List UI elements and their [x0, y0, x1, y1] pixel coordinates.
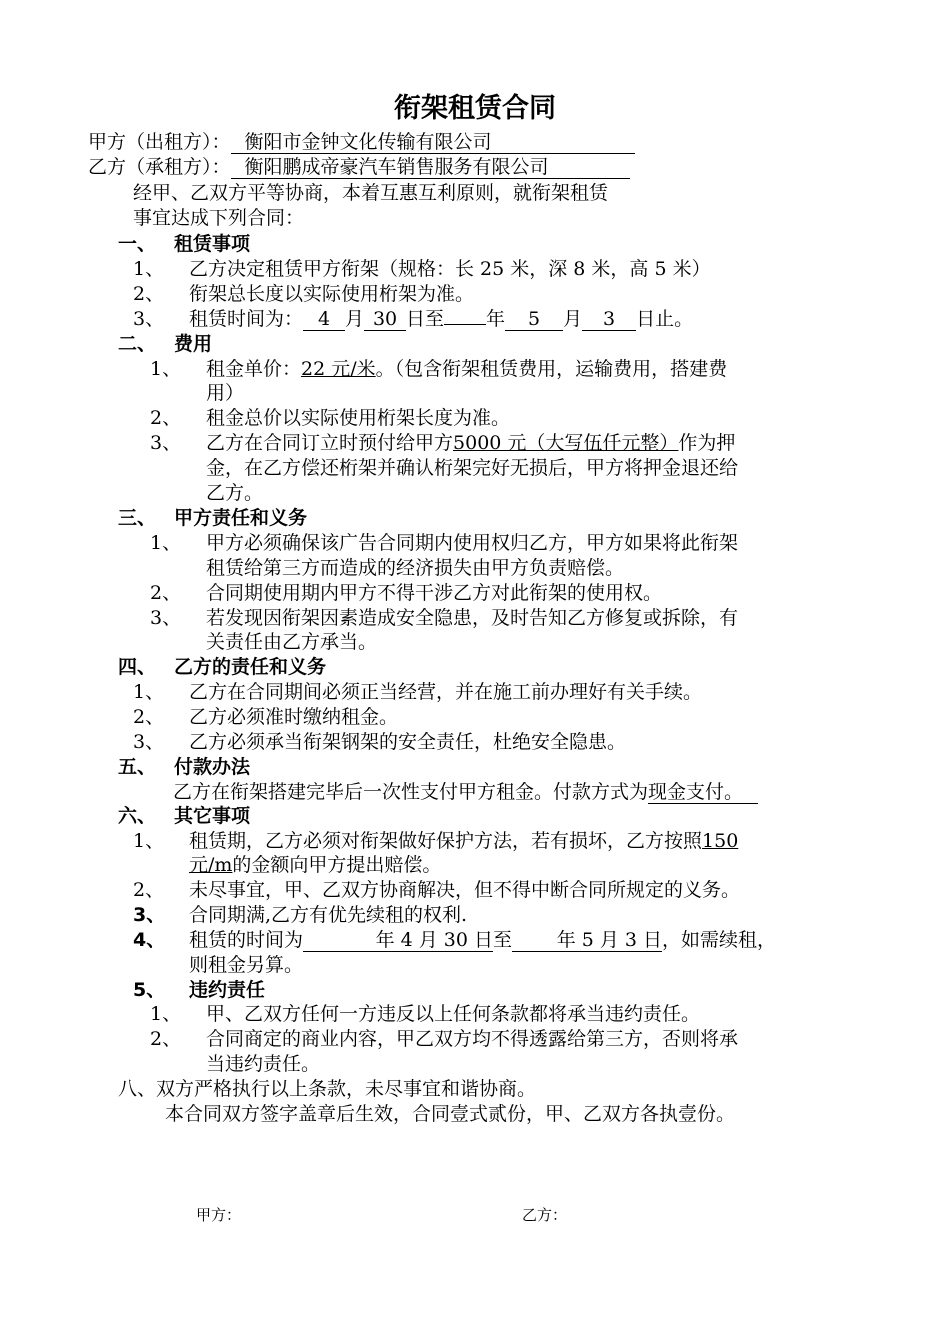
damage-rate-unit: 元/m	[189, 854, 233, 876]
s2-item-1: 1、 租金单价：22 元/米。（包含衔架租赁费用，运输费用，搭建费	[150, 358, 728, 380]
s3-item-3: 3、 若发现因衔架因素造成安全隐患，及时告知乙方修复或拆除，有	[150, 607, 739, 629]
s3-item-1-cont: 租赁给第三方而造成的经济损失由甲方负责赔偿。	[206, 557, 625, 579]
s3-item-1: 1、 甲方必须确保该广告合同期内使用权归乙方，甲方如果将此衔架	[150, 532, 739, 554]
unit-price: 22 元/米	[301, 358, 376, 380]
party-b-name: 衡阳鹏成帝豪汽车销售服务有限公司	[231, 157, 630, 179]
party-a-line	[88, 130, 635, 154]
section-5-heading: 五、 付款办法	[118, 756, 251, 778]
section-1-heading: 一、 租赁事项	[118, 233, 251, 255]
s6-item-5-heading: 5、 违约责任	[133, 979, 266, 1001]
section-4-heading: 四、 乙方的责任和义务	[118, 656, 327, 678]
s1-item-3: 3、 租赁时间为： 4 月 30 日至 年 5 月 3 日止。	[133, 308, 694, 330]
rent-end-year-blank	[444, 324, 486, 325]
s6-item-1: 1、 租赁期，乙方必须对衔架做好保护方法，若有损坏，乙方按照150	[133, 830, 739, 852]
party-b-line	[88, 155, 630, 179]
breach-item-2: 2、 合同商定的商业内容，甲乙双方均不得透露给第三方，否则将承	[150, 1028, 739, 1050]
s5-payment-text: 乙方在衔架搭建完毕后一次性支付甲方租金。付款方式为现金支付。	[173, 780, 758, 804]
s3-item-2: 2、 合同期使用期内甲方不得干涉乙方对此衔架的使用权。	[150, 582, 663, 604]
s1-item-2: 2、 衔架总长度以实际使用桁架为准。	[133, 283, 475, 305]
section-3-heading: 三、 甲方责任和义务	[118, 507, 308, 529]
section-8-text: 八、双方严格执行以上条款，未尽事宜和谐协商。	[118, 1078, 537, 1100]
rent-end-month: 5	[505, 309, 563, 331]
s3-item-3-cont: 关责任由乙方承当。	[206, 631, 378, 653]
breach-item-2-cont: 当违约责任。	[206, 1053, 321, 1075]
intro-line-2: 事宜达成下列合同：	[133, 207, 305, 229]
s4-item-1: 1、 乙方在合同期间必须正当经营，并在施工前办理好有关手续。	[133, 681, 703, 703]
renewal-from-date: 年 4 月 30 日	[303, 930, 493, 952]
deposit-amount: 5000 元（大写伍仟元整）	[453, 432, 679, 454]
rent-start-month: 4	[303, 309, 345, 331]
rent-start-day: 30	[364, 309, 406, 331]
closing-text: 本合同双方签字盖章后生效，合同壹式贰份，甲、乙双方各执壹份。	[165, 1103, 736, 1125]
s6-item-3: 3、 合同期满,乙方有优先续租的权利.	[133, 904, 468, 926]
s4-item-2: 2、 乙方必须准时缴纳租金。	[133, 706, 399, 728]
section-6-heading: 六、 其它事项	[118, 805, 251, 827]
s1-item-1: 1、 乙方决定租赁甲方衔架（规格：长 25 米，深 8 米，高 5 米）	[133, 258, 711, 280]
section-2-heading: 二、 费用	[118, 333, 213, 355]
renewal-to-date: 年 5 月 3 日	[512, 930, 662, 952]
rent-end-day: 3	[582, 309, 636, 331]
s2-item-1-cont: 用）	[206, 382, 245, 404]
breach-item-1: 1、 甲、乙双方任何一方违反以上任何条款都将承当违约责任。	[150, 1003, 701, 1025]
s6-item-1-cont: 元/m的金额向甲方提出赔偿。	[189, 854, 442, 876]
s2-item-2: 2、 租金总价以实际使用桁架长度为准。	[150, 407, 511, 429]
s2-item-3-cont-1: 金，在乙方偿还桁架并确认桁架完好无损后，甲方将押金退还给	[206, 457, 739, 479]
payment-method: 现金支付。	[648, 782, 758, 804]
party-b-label: 乙方（承租方）：	[88, 156, 231, 178]
party-a-name: 衡阳市金钟文化传输有限公司	[231, 132, 635, 154]
s2-item-3-cont-2: 乙方。	[206, 482, 264, 504]
s4-item-3: 3、 乙方必须承当衔架钢架的安全责任，杜绝安全隐患。	[133, 731, 627, 753]
s6-item-4-cont: 则租金另算。	[189, 954, 304, 976]
party-a-label: 甲方（出租方）：	[88, 131, 231, 153]
s6-item-2: 2、 未尽事宜，甲、乙双方协商解决，但不得中断合同所规定的义务。	[133, 879, 741, 901]
intro-line-1: 经甲、乙双方平等协商，本着互惠互利原则，就衔架租赁	[133, 182, 609, 204]
document-title: 衔架租赁合同	[394, 93, 556, 124]
s2-item-3: 3、 乙方在合同订立时预付给甲方5000 元（大写伍仟元整）作为押	[150, 432, 736, 454]
damage-rate: 150	[702, 830, 739, 852]
signature-party-b: 乙方：	[522, 1206, 568, 1224]
s6-item-4: 4、 租赁的时间为 年 4 月 30 日至 年 5 月 3 日，如需续租，	[133, 929, 777, 951]
signature-party-a: 甲方：	[196, 1206, 242, 1224]
